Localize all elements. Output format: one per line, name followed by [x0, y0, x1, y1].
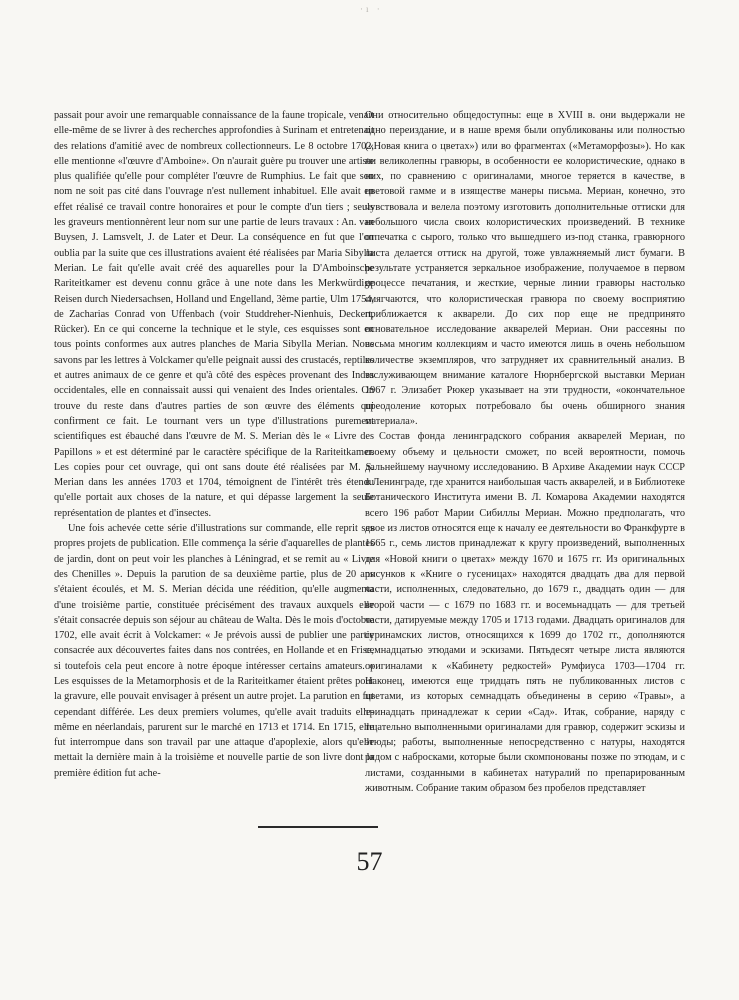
page-number: 57 — [356, 847, 383, 876]
left-column-french — [54, 108, 374, 781]
top-marks: ·ı · — [360, 4, 383, 14]
left-paragraph-1: passait pour avoir une remarquable connaissance de la faune tropicale, venait elle-même de se livrer à des recherches approfondies à Surinam et entretenait des relations d'amitié avec de nombreux collectionneurs. Le 8 octobre 1702, elle mentionne «l'œuvre d'Amboine». On n'aurait guère pu trouver une artiste plus qualifiée qu'elle pour compléter l'œuvre de Rumphius. Le fait que son nom ne soit pas cité dans l'ouvrage n'est nullement inhabituel. Elle avait en effet réalisé ce travail contre honoraires et pour le compte d'un tiers ; seuls les graveurs mentionnèrent leur nom sur une partie de leurs travaux : An. van Buysen, J. Lamsvelt, J. de Later et Deur. La conséquence en fut que l'on oublia par la suite que ces illustrations avaient été réalisées par Maria Sibylla Merian. Le fait qu'elle avait créé des aquarelles pour la D'Amboinsche Rariteitkamer est devenu connu grâce à une note dans les Merkwürdige Reisen durch Niedersachsen, Holland und Engelland, 3ème partie, Ulm 1754, de Zacharias Conrad von Uffenbach (voir Studdreher-Nienhuis, Deckert, Rücker). En ce qui concerne la technique et le style, ces esquisses sont en tous points conformes aux autres planches de Maria Sibylla Merian. Nous savons par les lettres à Volckamer qu'elle peignait aussi des crustacés, reptiles et autres animaux de ce genre et qu'à côté des espèces provenant des Indes occidentales, elle en connaissait aussi qui venaient des Indes orientales. On trouve du reste dans d'autres parties de son œuvre des éléments qui confirment ce fait. Le tournant vers un type d'illustrations purement scientifiques est ébauché dans l'œuvre de M. S. Merian dès le « Livre des Papillons » et est déterminé par le caractère spécifique de la Rariteitkamer. Les copies pour cet ouvrage, qui ont sans doute été réalisées par M. S. Merian dans les années 1703 et 1704, témoignent de l'intérêt très étendu qu'elle portait aux choses de la nature, et qui dépasse largement la seule représentation de plantes et d'insectes. — [54, 110, 375, 519]
left-paragraph-2: Une fois achevée cette série d'illustrations sur commande, elle reprit ses propres projets de publication. Elle commença la série d'aquarelles de plantes de jardin, dont on peut voir les planches à Léningrad, et se remit au « Livre des Chenilles ». Depuis la parution de sa deuxième partie, plus de 20 ans s'étaient écoulés, et M. S. Merian décida une réédition, qu'elle augmenta d'une troisième partie, constituée précisément des travaux auxquels elle s'était consacrée depuis son séjour au château de Walta. Dès le mois d'octobre 1702, elle avait écrit à Volckamer: « Je prévois aussi de publier une partie consacrée aux découvertes faites dans nos contrées, en Hollande et en Frise, si toutefois cela peut encore à notre époque intéresser certains amateurs. » Les esquisses de la Metamorphosis et de la Rariteitkamer étaient prêtes pour la gravure, elle pouvait envisager à présent un autre projet. La parution en fut cependant différée. Les deux premiers volumes, qu'elle avait traduits elle-même en néerlandais, parurent sur le marché en 1713 et 1714. En 1715, elle fut interrompue dans son travail par une attaque d'apoplexie, alors qu'elle mettait la dernière main à la troisième et nouvelle partie de son livre dont la première édition fut ache- — [54, 523, 374, 779]
right-paragraph-1: Они относительно общедоступны: еще в XVIII в. они выдержали не одно переиздание, и в наше время были опубликованы или полностью («Новая книга о цветах») или во фрагментах («Метаморфозы»). Но как ни великолепны гравюры, в особенности ее колористические, однако в них, по сравнению с оригиналами, многое теряется в качестве, в цветовой гамме и в изяществе манеры письма. Мериан, конечно, это чувствовала и велела поэтому изготовить дополнительные оттиски для небольшого числа своих колористических произведений. В технике отпечатка с сырого, только что вышедшего из-под станка, гравюрного листа делается оттиск на другой, тоже увлажняемый лист бумаги. В результате устраняется зеркальное изображение, получаемое в первом процессе печатания, и жесткие, черные линии гравюры настолько смягчаются, что колористическая гравюра по своему восприятию приближается к акварели. До сих пор еще не предпринято основательное исследование акварелей Мериан. Они рассеяны по весьма многим коллекциям и часто имеются лишь в очень небольшом количестве экземпляров, что затрудняет их сравнительный анализ. В заслуживающем внимание каталоге Нюрнбергской выставки Мериан 1967 г. Элизабет Рюкер указывает на эти трудности, «окончательное преодоление которых потребовало бы очень обширного знания материала». — [365, 110, 685, 427]
right-column-russian — [365, 108, 685, 796]
page-number-rule — [258, 826, 378, 828]
right-paragraph-2: Состав фонда ленинградского собрания акварелей Мериан, по своему объему и цельности сможет, по всей вероятности, помочь дальнейшему научному исследованию. В Архиве Академии наук СССР в Ленинграде, где хранится наибольшая часть акварелей, и в Библиотеке Ботанического Института имени В. Л. Комарова Академии находятся всего 196 работ Марии Сибиллы Мериан. Можно предполагать, что двое из листов относятся еще к началу ее деятельности во Франкфурте в 1665 г., семь листов принадлежат к кругу произведений, выполненных для «Новой книги о цветах» между 1670 и 1675 гг. Из оригинальных рисунков к «Книге о гусеницах» находятся двадцать два для первой части, исполненных, следовательно, до 1679 г., двадцать один — для второй части — с 1679 по 1683 гг. и восемьнадцать — для третьей части, датируемые между 1705 и 1713 годами. Двадцать оригиналов для суринамских листов, относящихся к 1699 до 1702 гг., дополняются семнадцатью этюдами и эскизами. Пятьдесят четыре листа являются оригиналами к «Кабинету редкостей» Румфиуса 1703—1704 гг. Наконец, имеются еще тридцать пять не публикованных листов с цветами, из которых семнадцать объединены в серию «Травы», а тринадцать принадлежат к серии «Сад». Итак, собрание, наряду с тщательно выполненными оригиналами для гравюр, содержит эскизы и этюды; работы, выполненные непосредственно с натуры, находятся рядом с набросками, которые были скомпонованы позже по этюдам, и с листами, созданными в кабинетах натуралий по препарированным животным. Собрание таким образом без пробелов представляет — [365, 431, 685, 795]
